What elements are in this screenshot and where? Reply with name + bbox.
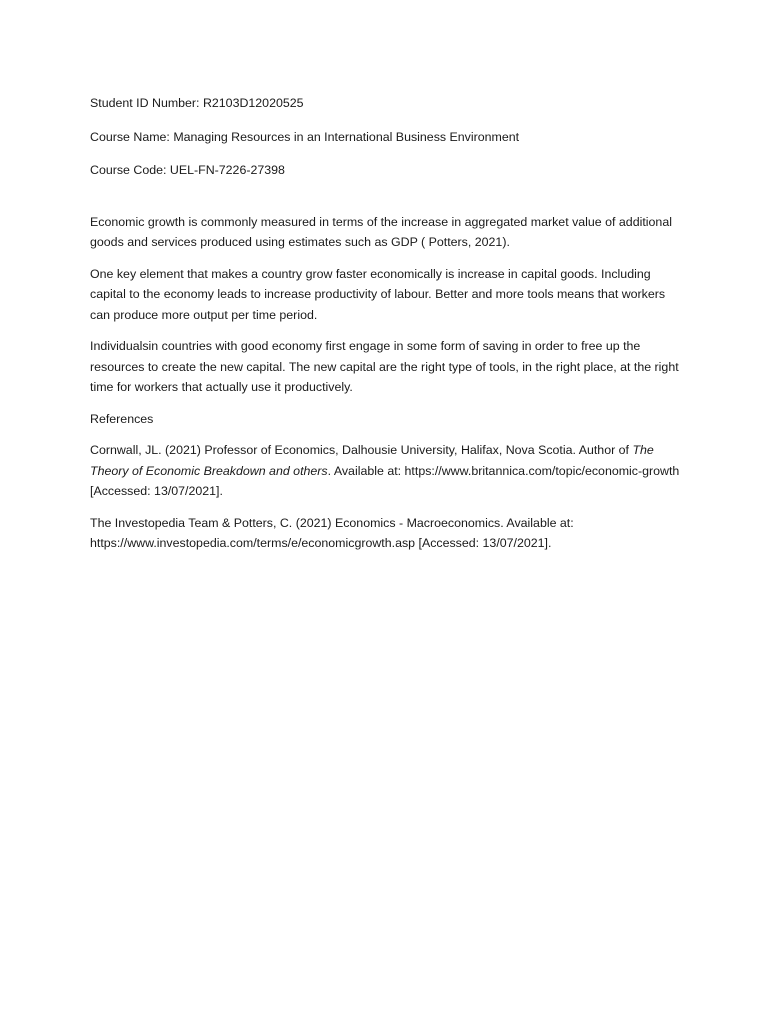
paragraph-economic-growth: Economic growth is commonly measured in terms of the increase in aggregated market value of additional goods and services produced using estimates such as GDP ( Potters, 2021). xyxy=(90,214,672,249)
reference-investopedia xyxy=(90,513,680,554)
document-body xyxy=(90,93,680,565)
student-id-line: Student ID Number: R2103D12020525 xyxy=(90,96,304,110)
course-name-line: Course Name: Managing Resources in an International Business Environment xyxy=(90,129,520,144)
reference-cornwall xyxy=(90,440,680,502)
reference-cornwall-title: The Theory of Economic Breakdown and others xyxy=(90,443,654,478)
reference-cornwall-before: Cornwall, JL. (2021) Professor of Economics, Dalhousie University, Halifax, Nova Scotia. Author of xyxy=(90,443,633,457)
paragraph-saving: Individualsin countries with good economy first engage in some form of saving in order to free up the resources to create the new capital. The new capital are the right type of tools, in the right place, at the right time for workers that actually use it productively. xyxy=(90,339,679,394)
paragraph-capital-goods: One key element that makes a country grow faster economically is increase in capital goods. Including capital to the economy leads to increase productivity of labour. Better and more tools means that workers can produce more output per time period. xyxy=(90,266,666,322)
references-heading: References xyxy=(90,411,154,426)
section-spacer xyxy=(90,194,680,212)
reference-investopedia-text: The Investopedia Team & Potters, C. (2021) Economics - Macroeconomics. Available at: https://www.investopedia.com/terms/e/economicgrowth.asp [Accessed: 13/07/2021]. xyxy=(90,515,574,550)
reference-cornwall-after: . Available at: https://www.britannica.com/topic/economic-growth [Accessed: 13/07/2021]. xyxy=(90,463,680,498)
course-code-line: Course Code: UEL-FN-7226-27398 xyxy=(90,163,285,177)
